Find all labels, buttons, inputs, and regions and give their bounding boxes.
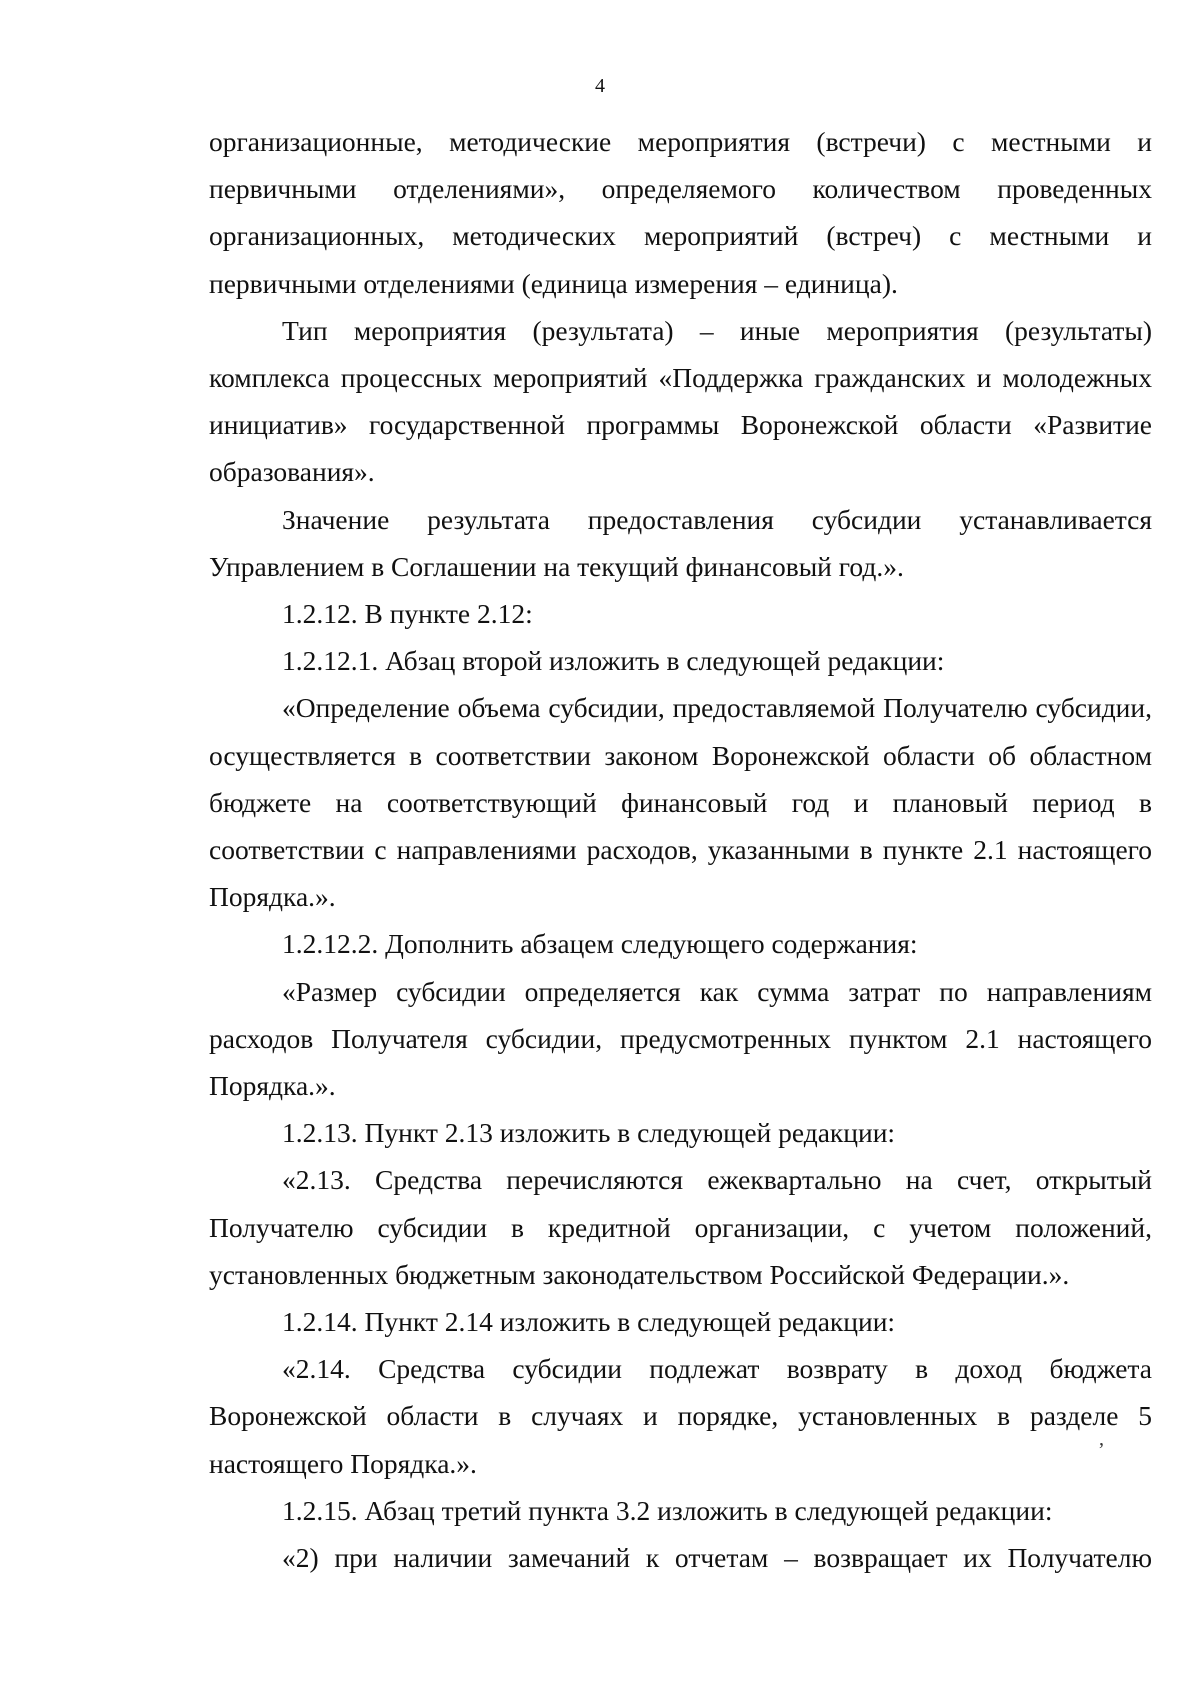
clause-1-2-12-2: 1.2.12.2. Дополнить абзацем следующего содержания:: [282, 928, 918, 960]
quote-2-13: «2.13. Средства перечисляются ежеквартально на счет, открытый Получателю субсидии в кредитной организации, с учетом положений, установленных бюджетным законодательством Российской Федерации.».: [209, 1164, 1152, 1290]
quote-2-14: «2.14. Средства субсидии подлежат возврату в доход бюджета Воронежской области в случаях и порядке, установленных в разделе 5 настоящего Порядка.».: [209, 1353, 1152, 1479]
quote-2-remarks: «2) при наличии замечаний к отчетам – возвращает их Получателю: [282, 1542, 1152, 1574]
page-number: 4: [595, 75, 605, 97]
paragraph-event-type: Тип мероприятия (результата) – иные мероприятия (результаты) комплекса процессных мероприятий «Поддержка гражданских и молодежных инициатив» государственной программы Воронежской области «Развитие образования».: [209, 314, 1152, 488]
document-body: [209, 118, 1152, 1581]
quote-subsidy-volume: «Определение объема субсидии, предоставляемой Получателю субсидии, осуществляется в соответствии законом Воронежской области об областном бюджете на соответствующий финансовый год и плановый период в соответствии с направлениями расходов, указанными в пункте 2.1 настоящего Порядка.».: [209, 692, 1152, 913]
paragraph-result-value: Значение результата предоставления субсидии устанавливается Управлением в Соглашении на текущий финансовый год.».: [209, 503, 1152, 582]
clause-1-2-12-1: 1.2.12.1. Абзац второй изложить в следующей редакции:: [282, 645, 945, 677]
clause-1-2-12: 1.2.12. В пункте 2.12:: [282, 598, 533, 630]
clause-1-2-15: 1.2.15. Абзац третий пункта 3.2 изложить в следующей редакции:: [282, 1494, 1053, 1526]
paragraph-continuation: организационные, методические мероприятия (встречи) с местными и первичными отделениями», определяемого количеством проведенных организационных, методических мероприятий (встреч) с местными и первичными отделениями (единица измерения – единица).: [209, 126, 1152, 299]
stray-mark: ’: [1098, 1439, 1105, 1461]
quote-subsidy-size: «Размер субсидии определяется как сумма затрат по направлениям расходов Получателя субсидии, предусмотренных пунктом 2.1 настоящего Порядка.».: [209, 975, 1152, 1102]
clause-1-2-13: 1.2.13. Пункт 2.13 изложить в следующей редакции:: [282, 1117, 896, 1149]
clause-1-2-14: 1.2.14. Пункт 2.14 изложить в следующей редакции:: [282, 1306, 896, 1338]
